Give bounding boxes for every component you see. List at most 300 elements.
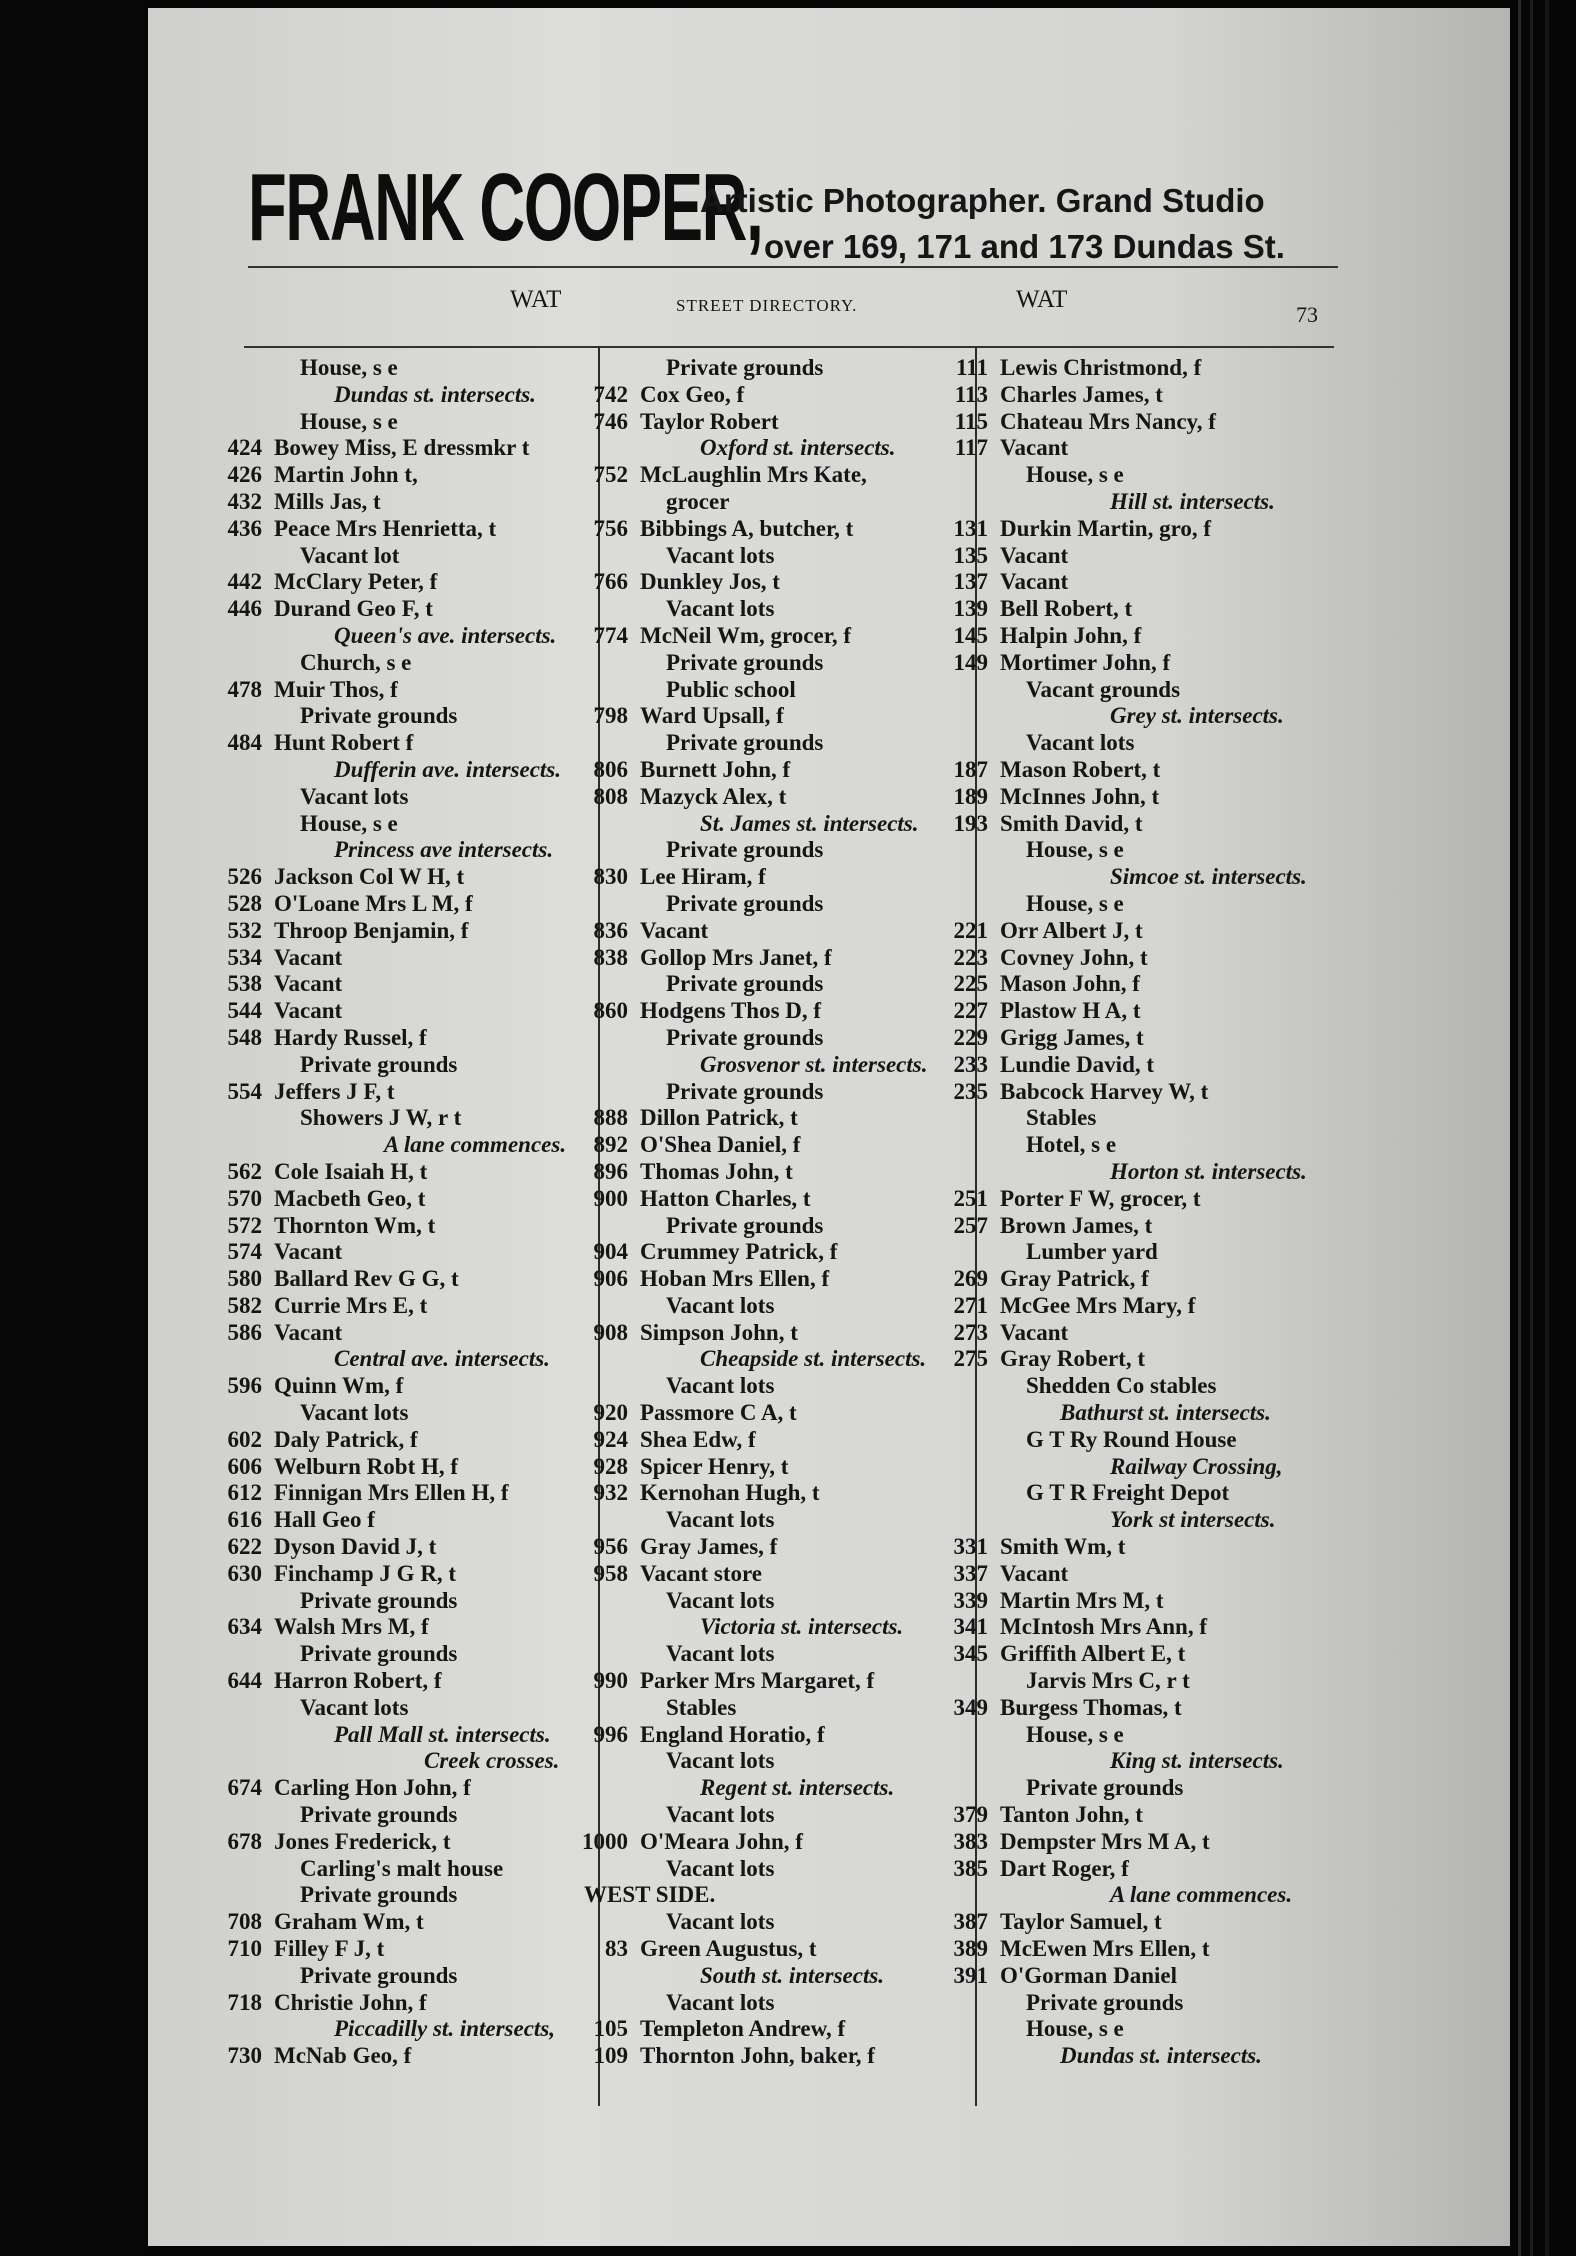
house-number: 906: [593, 1266, 628, 1292]
directory-entry: [212, 945, 598, 972]
street-intersection-row: [578, 1346, 974, 1373]
resident-name: House, s e: [1026, 1721, 1124, 1747]
directory-entry: [578, 355, 974, 382]
directory-entry: [212, 1293, 598, 1320]
directory-entry: [212, 864, 598, 891]
house-number: 131: [953, 515, 988, 541]
resident-name: Vacant lots: [300, 1400, 409, 1426]
directory-entry: [938, 355, 1338, 382]
resident-name: Shea Edw, f: [640, 1426, 756, 1452]
directory-entry: [938, 382, 1338, 409]
directory-entry: [938, 1534, 1338, 1561]
directory-entry: [938, 1266, 1338, 1293]
directory-entry: [212, 1909, 598, 1936]
intersection-label: A lane commences.: [384, 1132, 567, 1158]
house-number: 235: [953, 1078, 988, 1104]
directory-entry: [212, 435, 598, 462]
street-intersection-row: [212, 382, 598, 409]
directory-entry: [938, 891, 1338, 918]
directory-entry: [938, 1695, 1338, 1722]
directory-entry: [578, 1722, 974, 1749]
street-intersection-row: [212, 2016, 598, 2043]
directory-entry: [212, 1079, 598, 1106]
house-number: 424: [227, 435, 262, 461]
directory-entry: [578, 730, 974, 757]
resident-name: Durand Geo F, t: [274, 596, 433, 622]
resident-name: O'Shea Daniel, f: [640, 1132, 801, 1158]
resident-name: Jones Frederick, t: [274, 1828, 451, 1854]
street-intersection-row: [938, 1454, 1338, 1481]
advertiser-name: FRANK COOPER,: [248, 154, 763, 261]
resident-name: Private grounds: [1026, 1989, 1184, 2015]
resident-name: Chateau Mrs Nancy, f: [1000, 408, 1216, 434]
directory-entry: [578, 998, 974, 1025]
intersection-label: Oxford st. intersects.: [700, 435, 896, 461]
directory-entry: [578, 623, 974, 650]
directory-entry: [212, 1186, 598, 1213]
directory-entry: [578, 1561, 974, 1588]
directory-entry: [938, 462, 1338, 489]
directory-entry: [578, 703, 974, 730]
directory-entry: [212, 703, 598, 730]
house-number: 616: [227, 1507, 262, 1533]
intersection-label: Dufferin ave. intersects.: [334, 756, 562, 782]
directory-entry: [212, 489, 598, 516]
intersection-label: Bathurst st. intersects.: [1060, 1400, 1271, 1426]
resident-name: Shedden Co stables: [1026, 1373, 1217, 1399]
resident-name: Private grounds: [666, 649, 824, 675]
house-number: 838: [593, 944, 628, 970]
resident-name: Martin Mrs M, t: [1000, 1587, 1164, 1613]
resident-name: Finchamp J G R, t: [274, 1560, 457, 1586]
directory-column-1: [212, 355, 598, 2070]
resident-name: Private grounds: [666, 1212, 824, 1238]
street-intersection-row: [938, 1400, 1338, 1427]
directory-entry: [578, 1588, 974, 1615]
header-rule-top: [248, 266, 1338, 268]
house-number: 337: [953, 1560, 988, 1586]
header-title: STREET DIRECTORY.: [676, 296, 858, 315]
directory-entry: [578, 1534, 974, 1561]
resident-name: Finnigan Mrs Ellen H, f: [274, 1480, 509, 1506]
directory-entry: [212, 1936, 598, 1963]
directory-entry: [938, 1614, 1338, 1641]
directory-entry: [938, 1293, 1338, 1320]
advertisement-banner: [248, 154, 1358, 268]
resident-name: Bibbings A, butcher, t: [640, 515, 854, 541]
directory-entry: [212, 569, 598, 596]
resident-name: Hunt Robert f: [274, 730, 414, 756]
resident-name: Peace Mrs Henrietta, t: [274, 515, 497, 541]
directory-entry: [578, 1802, 974, 1829]
resident-name: Hatton Charles, t: [640, 1185, 811, 1211]
directory-entry: [578, 1132, 974, 1159]
directory-entry: [212, 1159, 598, 1186]
house-number: 678: [227, 1828, 262, 1854]
house-number: 115: [954, 408, 988, 434]
resident-name: Lundie David, t: [1000, 1051, 1155, 1077]
directory-entry: [578, 650, 974, 677]
intersection-label: Grosvenor st. intersects.: [700, 1051, 928, 1077]
directory-entry: [578, 1882, 974, 1909]
street-intersection-row: [212, 623, 598, 650]
directory-entry: [938, 945, 1338, 972]
house-number: 896: [593, 1158, 628, 1184]
resident-name: Cox Geo, f: [640, 381, 745, 407]
directory-entry: [212, 730, 598, 757]
resident-name: Mortimer John, f: [1000, 649, 1171, 675]
resident-name: Templeton Andrew, f: [640, 2016, 846, 2042]
house-number: 117: [954, 435, 988, 461]
directory-entry: [578, 918, 974, 945]
resident-name: Quinn Wm, f: [274, 1373, 404, 1399]
directory-entry: [938, 1025, 1338, 1052]
directory-entry: [578, 1079, 974, 1106]
directory-entry: [938, 1052, 1338, 1079]
directory-entry: [578, 1641, 974, 1668]
house-number: 580: [227, 1266, 262, 1292]
directory-entry: [212, 1588, 598, 1615]
street-intersection-row: [938, 1882, 1338, 1909]
directory-entry: [212, 462, 598, 489]
resident-name: Lumber yard: [1026, 1239, 1158, 1265]
resident-name: Muir Thos, f: [274, 676, 398, 702]
resident-name: Vacant lots: [666, 1292, 775, 1318]
house-number: 109: [593, 2043, 628, 2069]
house-number: 752: [593, 462, 628, 488]
house-number: 432: [227, 488, 262, 514]
house-number: 956: [593, 1534, 628, 1560]
header-rule-bottom: [244, 346, 1334, 348]
house-number: 233: [953, 1051, 988, 1077]
resident-name: Vacant: [1000, 1319, 1069, 1345]
resident-name: House, s e: [1026, 462, 1124, 488]
street-intersection-row: [938, 864, 1338, 891]
directory-entry: [212, 1239, 598, 1266]
resident-name: McNab Geo, f: [274, 2043, 412, 2069]
directory-entry: [578, 569, 974, 596]
resident-name: Burnett John, f: [640, 756, 791, 782]
directory-entry: [212, 1400, 598, 1427]
resident-name: Hall Geo f: [274, 1507, 375, 1533]
house-number: 538: [227, 971, 262, 997]
house-number: 442: [227, 569, 262, 595]
resident-name: Burgess Thomas, t: [1000, 1694, 1182, 1720]
house-number: 1000: [582, 1828, 628, 1854]
directory-entry: [212, 355, 598, 382]
street-intersection-row: [212, 1132, 598, 1159]
house-number: 273: [953, 1319, 988, 1345]
resident-name: Vacant lots: [666, 596, 775, 622]
resident-name: Vacant: [1000, 542, 1069, 568]
house-number: 798: [593, 703, 628, 729]
resident-name: Harron Robert, f: [274, 1668, 442, 1694]
resident-name: Private grounds: [666, 890, 824, 916]
directory-entry: [578, 1668, 974, 1695]
directory-entry: [938, 1079, 1338, 1106]
directory-entry: [938, 1829, 1338, 1856]
resident-name: Carling Hon John, f: [274, 1775, 471, 1801]
house-number: 269: [953, 1266, 988, 1292]
house-number: 275: [953, 1346, 988, 1372]
directory-entry: [938, 730, 1338, 757]
house-number: 227: [953, 998, 988, 1024]
directory-entry: [578, 462, 974, 489]
resident-name: Grigg James, t: [1000, 1024, 1144, 1050]
resident-name: Vacant lots: [666, 1909, 775, 1935]
resident-name: McClary Peter, f: [274, 569, 438, 595]
directory-entry: [578, 1990, 974, 2017]
directory-entry: [212, 1963, 598, 1990]
resident-name: Vacant: [1000, 569, 1069, 595]
resident-name: Halpin John, f: [1000, 622, 1142, 648]
house-number: 888: [593, 1105, 628, 1131]
resident-name: Bowey Miss, E dressmkr t: [274, 435, 530, 461]
directory-entry: [578, 489, 974, 516]
resident-name: Private grounds: [666, 1024, 824, 1050]
resident-name: Vacant lots: [666, 1989, 775, 2015]
directory-entry: [212, 1454, 598, 1481]
house-number: 446: [227, 596, 262, 622]
house-number: 808: [593, 783, 628, 809]
resident-name: O'Gorman Daniel: [1000, 1962, 1177, 1988]
resident-name: Bell Robert, t: [1000, 596, 1133, 622]
directory-entry: [212, 1534, 598, 1561]
street-intersection-row: [578, 1775, 974, 1802]
house-number: 391: [953, 1962, 988, 1988]
resident-name: grocer: [666, 488, 730, 514]
resident-name: Walsh Mrs M, f: [274, 1614, 429, 1640]
directory-entry: [578, 1480, 974, 1507]
resident-name: Vacant: [274, 971, 343, 997]
resident-name: Vacant lots: [666, 1802, 775, 1828]
house-number: 630: [227, 1560, 262, 1586]
resident-name: House, s e: [300, 810, 398, 836]
directory-column-3: [938, 355, 1338, 2070]
resident-name: Dillon Patrick, t: [640, 1105, 798, 1131]
resident-name: Private grounds: [300, 1802, 458, 1828]
resident-name: Parker Mrs Margaret, f: [640, 1668, 875, 1694]
resident-name: Charles James, t: [1000, 381, 1163, 407]
directory-entry: [578, 1159, 974, 1186]
directory-entry: [578, 1025, 974, 1052]
house-number: 554: [227, 1078, 262, 1104]
resident-name: Hodgens Thos D, f: [640, 998, 822, 1024]
directory-entry: [938, 784, 1338, 811]
house-number: 634: [227, 1614, 262, 1640]
intersection-label: Simcoe st. intersects.: [1110, 864, 1307, 890]
directory-entry: [938, 811, 1338, 838]
resident-name: Passmore C A, t: [640, 1400, 797, 1426]
resident-name: Vacant: [1000, 1560, 1069, 1586]
house-number: 774: [593, 622, 628, 648]
directory-entry: [212, 1266, 598, 1293]
resident-name: Vacant lots: [666, 1587, 775, 1613]
directory-entry: [938, 677, 1338, 704]
house-number: 225: [953, 971, 988, 997]
resident-name: Private grounds: [666, 837, 824, 863]
house-number: 271: [953, 1292, 988, 1318]
directory-entry: [578, 945, 974, 972]
resident-name: McIntosh Mrs Ann, f: [1000, 1614, 1208, 1640]
resident-name: Private grounds: [300, 1051, 458, 1077]
resident-name: Private grounds: [300, 1962, 458, 1988]
resident-name: Taylor Samuel, t: [1000, 1909, 1162, 1935]
directory-entry: [212, 1105, 598, 1132]
directory-entry: [212, 596, 598, 623]
house-number: 612: [227, 1480, 262, 1506]
directory-entry: [938, 1588, 1338, 1615]
resident-name: Hardy Russel, f: [274, 1024, 427, 1050]
house-number: 528: [227, 890, 262, 916]
intersection-label: Horton st. intersects.: [1110, 1158, 1307, 1184]
directory-entry: [578, 382, 974, 409]
resident-name: Ward Upsall, f: [640, 703, 784, 729]
intersection-label: Pall Mall st. intersects.: [334, 1721, 551, 1747]
resident-name: Dunkley Jos, t: [640, 569, 780, 595]
house-number: 341: [953, 1614, 988, 1640]
resident-name: Vacant lots: [666, 1373, 775, 1399]
resident-name: Gollop Mrs Janet, f: [640, 944, 832, 970]
resident-name: Gray Patrick, f: [1000, 1266, 1149, 1292]
street-intersection-row: [212, 757, 598, 784]
house-number: 187: [953, 756, 988, 782]
resident-name: House, s e: [300, 355, 398, 380]
street-intersection-row: [212, 1346, 598, 1373]
house-number: 379: [953, 1802, 988, 1828]
house-number: 928: [593, 1453, 628, 1479]
intersection-label: Hill st. intersects.: [1110, 488, 1275, 514]
directory-entry: [938, 1105, 1338, 1132]
directory-entry: [578, 1856, 974, 1883]
house-number: 383: [953, 1828, 988, 1854]
directory-entry: [578, 837, 974, 864]
resident-name: McGee Mrs Mary, f: [1000, 1292, 1196, 1318]
street-intersection-row: [212, 837, 598, 864]
resident-name: Taylor Robert: [640, 408, 779, 434]
house-number: 349: [953, 1694, 988, 1720]
house-number: 137: [953, 569, 988, 595]
directory-entry: [578, 757, 974, 784]
intersection-label: Railway Crossing,: [1110, 1453, 1283, 1479]
house-number: 478: [227, 676, 262, 702]
directory-entry: [578, 1266, 974, 1293]
resident-name: Private grounds: [666, 730, 824, 756]
resident-name: McInnes John, t: [1000, 783, 1160, 809]
street-intersection-row: [578, 1614, 974, 1641]
resident-name: Vacant: [640, 917, 709, 943]
intersection-label: King st. intersects.: [1110, 1748, 1284, 1774]
resident-name: Smith David, t: [1000, 810, 1143, 836]
resident-name: Private grounds: [666, 1078, 824, 1104]
house-number: 385: [953, 1855, 988, 1881]
resident-name: Hoban Mrs Ellen, f: [640, 1266, 830, 1292]
resident-name: Vacant lots: [666, 1641, 775, 1667]
directory-entry: [938, 1427, 1338, 1454]
intersection-label: Dundas st. intersects.: [334, 381, 536, 407]
resident-name: Graham Wm, t: [274, 1909, 424, 1935]
directory-entry: [938, 918, 1338, 945]
house-number: 602: [227, 1426, 262, 1452]
directory-entry: [938, 1373, 1338, 1400]
resident-name: Dempster Mrs M A, t: [1000, 1828, 1210, 1854]
directory-entry: [212, 677, 598, 704]
resident-name: Throop Benjamin, f: [274, 917, 469, 943]
directory-entry: [212, 1480, 598, 1507]
resident-name: Mazyck Alex, t: [640, 783, 787, 809]
resident-name: Vacant lots: [666, 1855, 775, 1881]
page-number: 73: [1296, 302, 1318, 327]
resident-name: Covney John, t: [1000, 944, 1148, 970]
house-number: 145: [953, 622, 988, 648]
directory-entry: [212, 1802, 598, 1829]
house-number: 331: [953, 1534, 988, 1560]
house-number: 708: [227, 1909, 262, 1935]
resident-name: Vacant lots: [666, 542, 775, 568]
resident-name: Simpson John, t: [640, 1319, 798, 1345]
house-number: 389: [953, 1936, 988, 1962]
directory-entry: [212, 1373, 598, 1400]
directory-entry: [578, 1454, 974, 1481]
house-number: 193: [953, 810, 988, 836]
intersection-label: Regent st. intersects.: [700, 1775, 895, 1801]
house-number: 730: [227, 2043, 262, 2069]
resident-name: Jarvis Mrs C, r t: [1026, 1668, 1190, 1694]
resident-name: Gray Robert, t: [1000, 1346, 1145, 1372]
resident-name: Welburn Robt H, f: [274, 1453, 459, 1479]
house-number: 920: [593, 1400, 628, 1426]
directory-entry: [938, 569, 1338, 596]
resident-name: Private grounds: [300, 1587, 458, 1613]
house-number: 113: [954, 381, 988, 407]
resident-name: Vacant lots: [300, 1694, 409, 1720]
resident-name: Private grounds: [1026, 1775, 1184, 1801]
directory-entry: [938, 650, 1338, 677]
house-number: 766: [593, 569, 628, 595]
directory-entry: [578, 1427, 974, 1454]
house-number: 229: [953, 1024, 988, 1050]
directory-entry: [212, 1990, 598, 2017]
resident-name: Martin John t,: [274, 462, 418, 488]
directory-entry: [578, 864, 974, 891]
house-number: 251: [953, 1185, 988, 1211]
house-number: 582: [227, 1292, 262, 1318]
house-number: 710: [227, 1936, 262, 1962]
house-number: 105: [593, 2016, 628, 2042]
directory-entry: [938, 543, 1338, 570]
directory-entry: [938, 1909, 1338, 1936]
house-number: 135: [953, 542, 988, 568]
resident-name: Thomas John, t: [640, 1158, 793, 1184]
directory-entry: [578, 2043, 974, 2070]
house-number: 904: [593, 1239, 628, 1265]
house-number: 996: [593, 1721, 628, 1747]
street-intersection-row: [212, 1722, 598, 1749]
directory-entry: [578, 1320, 974, 1347]
directory-entry: [212, 1025, 598, 1052]
directory-entry: [938, 409, 1338, 436]
directory-entry: [938, 1641, 1338, 1668]
directory-entry: [938, 1561, 1338, 1588]
resident-name: Thornton John, baker, f: [640, 2043, 875, 2069]
directory-entry: [938, 623, 1338, 650]
resident-name: Filley F J, t: [274, 1936, 385, 1962]
directory-entry: [578, 1213, 974, 1240]
directory-entry: [212, 1695, 598, 1722]
resident-name: Jeffers J F, t: [274, 1078, 395, 1104]
resident-name: Dart Roger, f: [1000, 1855, 1129, 1881]
resident-name: Church, s e: [300, 649, 412, 675]
